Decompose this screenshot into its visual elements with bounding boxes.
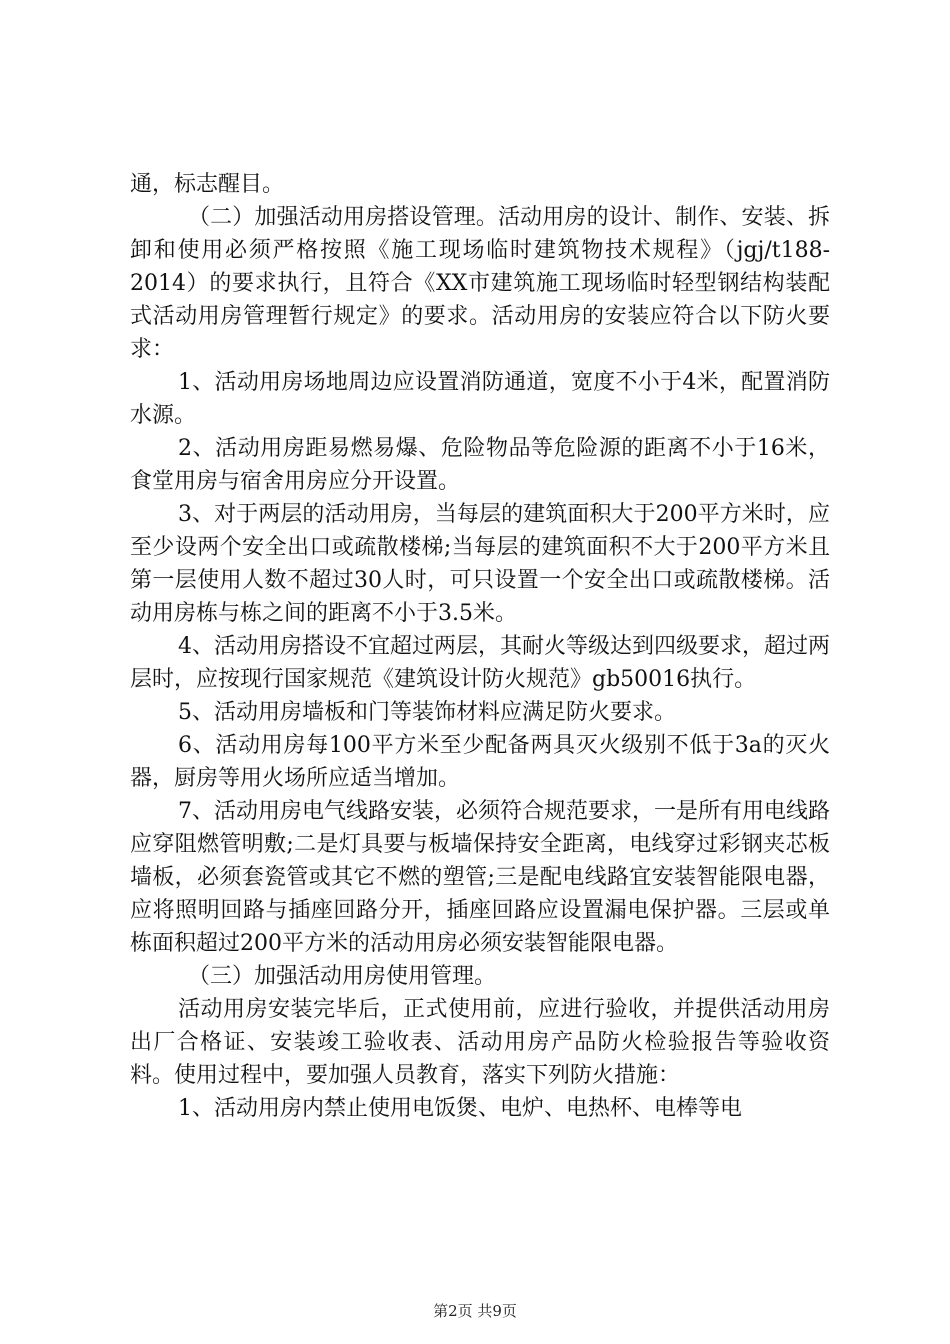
page-number-label: 第2页 共9页 [433, 1302, 517, 1320]
page-footer [0, 1300, 950, 1321]
paragraph-item-7: 7、活动用房电气线路安装，必须符合规范要求，一是所有用电线路应穿阻燃管明敷;二是灯具要与板墙保持安全距离，电线穿过彩钢夹芯板墙板，必须套瓷管或其它不燃的塑管;三是配电线路宜安装智能限电器，应将照明回路与插座回路分开，插座回路应设置漏电保护器。三层或单栋面积超过200平方米的活动用房必须安装智能限电器。 [130, 799, 830, 956]
document-body [130, 168, 830, 1125]
paragraph-section-2: （二）加强活动用房搭设管理。活动用房的设计、制作、安装、拆卸和使用必须严格按照《施工现场临时建筑物技术规程》（jgj/t188-2014）的要求执行，且符合《XX市建筑施工现场临时轻型钢结构装配式活动用房管理暂行规定》的要求。活动用房的安装应符合以下防火要求： [130, 205, 830, 362]
paragraph-item-1: 1、活动用房场地周边应设置消防通道，宽度不小于4米，配置消防水源。 [130, 370, 830, 428]
paragraph-item-6: 6、活动用房每100平方米至少配备两具灭火级别不低于3a的灭火器，厨房等用火场所应适当增加。 [130, 733, 830, 791]
paragraph-item-3: 3、对于两层的活动用房，当每层的建筑面积大于200平方米时，应至少设两个安全出口或疏散楼梯;当每层的建筑面积不大于200平方米且第一层使用人数不超过30人时，可只设置一个安全出口或疏散楼梯。活动用房栋与栋之间的距离不小于3.5米。 [130, 502, 830, 626]
paragraph-section-3: （三）加强活动用房使用管理。 [188, 964, 497, 989]
paragraph-continuation: 通，标志醒目。 [130, 172, 285, 197]
paragraph-item-2: 2、活动用房距易燃易爆、危险物品等危险源的距离不小于16米，食堂用房与宿舍用房应分开设置。 [130, 436, 830, 494]
paragraph-usage-intro: 活动用房安装完毕后，正式使用前，应进行验收，并提供活动用房出厂合格证、安装竣工验收表、活动用房产品防火检验报告等验收资料。使用过程中，要加强人员教育，落实下列防火措施： [130, 997, 830, 1088]
paragraph-item-5: 5、活动用房墙板和门等装饰材料应满足防火要求。 [178, 700, 676, 725]
paragraph-usage-item-1: 1、活动用房内禁止使用电饭煲、电炉、电热杯、电棒等电 [178, 1096, 742, 1121]
paragraph-item-4: 4、活动用房搭设不宜超过两层，其耐火等级达到四级要求，超过两层时，应按现行国家规范《建筑设计防火规范》gb50016执行。 [130, 634, 830, 692]
